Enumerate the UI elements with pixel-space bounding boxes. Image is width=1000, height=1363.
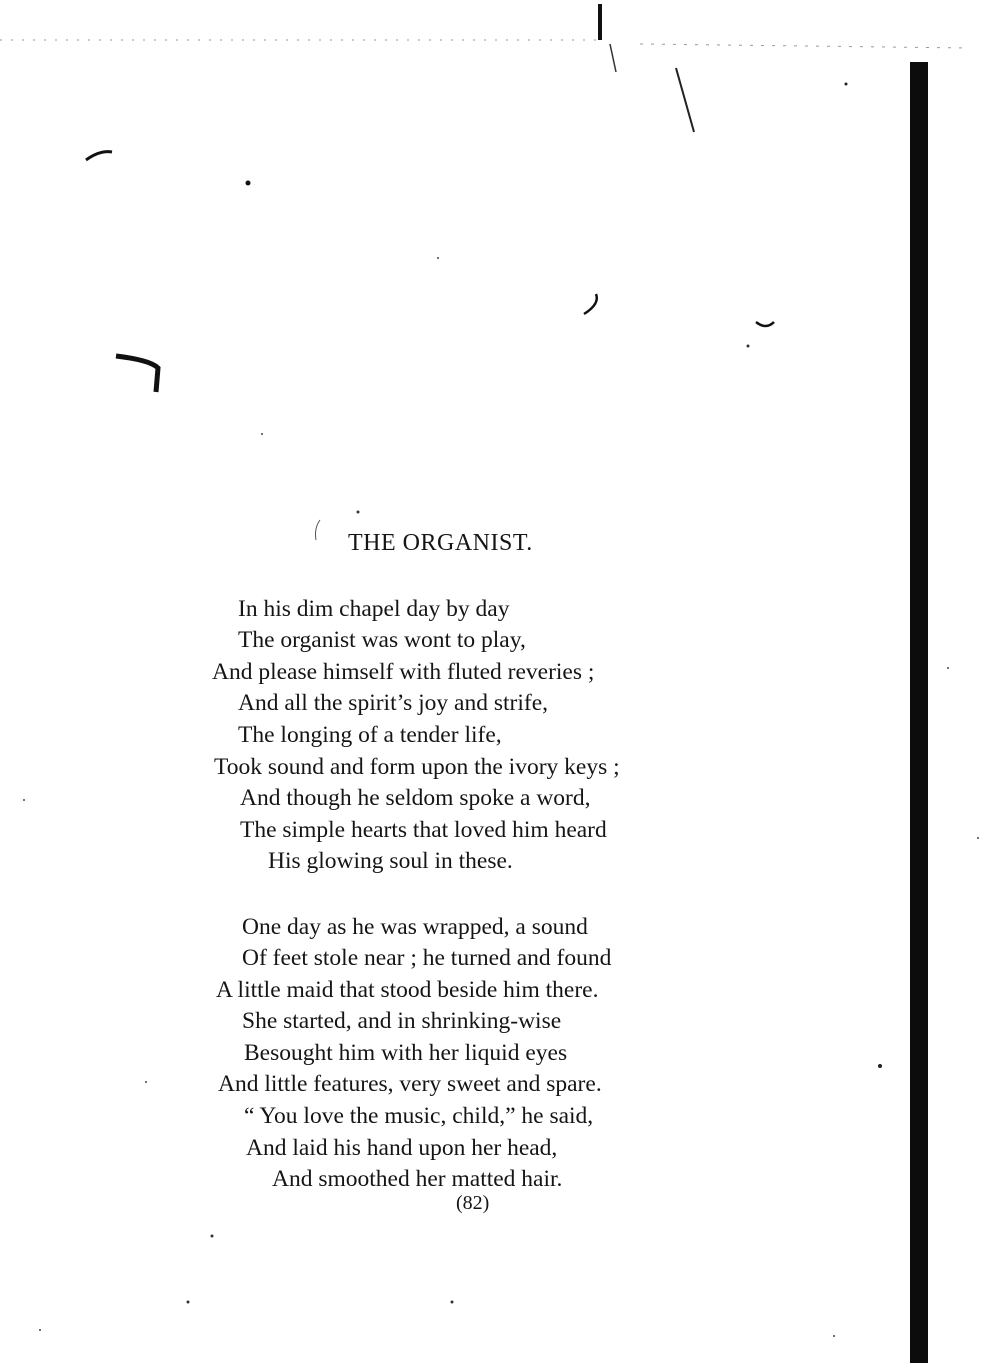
poem-line: She started, and in shrinking-wise [242, 1008, 562, 1034]
poem-line: And little features, very sweet and spare. [218, 1071, 602, 1097]
poem-line: His glowing soul in these. [268, 848, 513, 874]
poem-line: And smoothed her matted hair. [272, 1166, 563, 1192]
poem-line: The organist was wont to play, [238, 627, 526, 653]
poem-line: And please himself with fluted reveries ; [212, 659, 595, 685]
poem-line: The longing of a tender life, [238, 722, 502, 748]
poem-line: One day as he was wrapped, a sound [242, 914, 588, 940]
poem-title: THE ORGANIST. [348, 530, 533, 556]
poem-line: “ You love the music, child,” he said, [244, 1103, 594, 1129]
poem-line: In his dim chapel day by day [238, 596, 510, 622]
poem-line: And all the spirit’s joy and strife, [238, 690, 549, 716]
poem-line: The simple hearts that loved him heard [240, 817, 607, 843]
poem-line: Took sound and form upon the ivory keys ; [214, 754, 620, 780]
poem-line: A little maid that stood beside him there. [216, 977, 599, 1003]
poem-line: Besought him with her liquid eyes [244, 1040, 568, 1066]
poem-line: And though he seldom spoke a word, [240, 785, 591, 811]
poem-line: Of feet stole near ; he turned and found [242, 945, 612, 971]
page-number: (82) [456, 1192, 490, 1214]
poem-line: And laid his hand upon her head, [246, 1135, 558, 1161]
